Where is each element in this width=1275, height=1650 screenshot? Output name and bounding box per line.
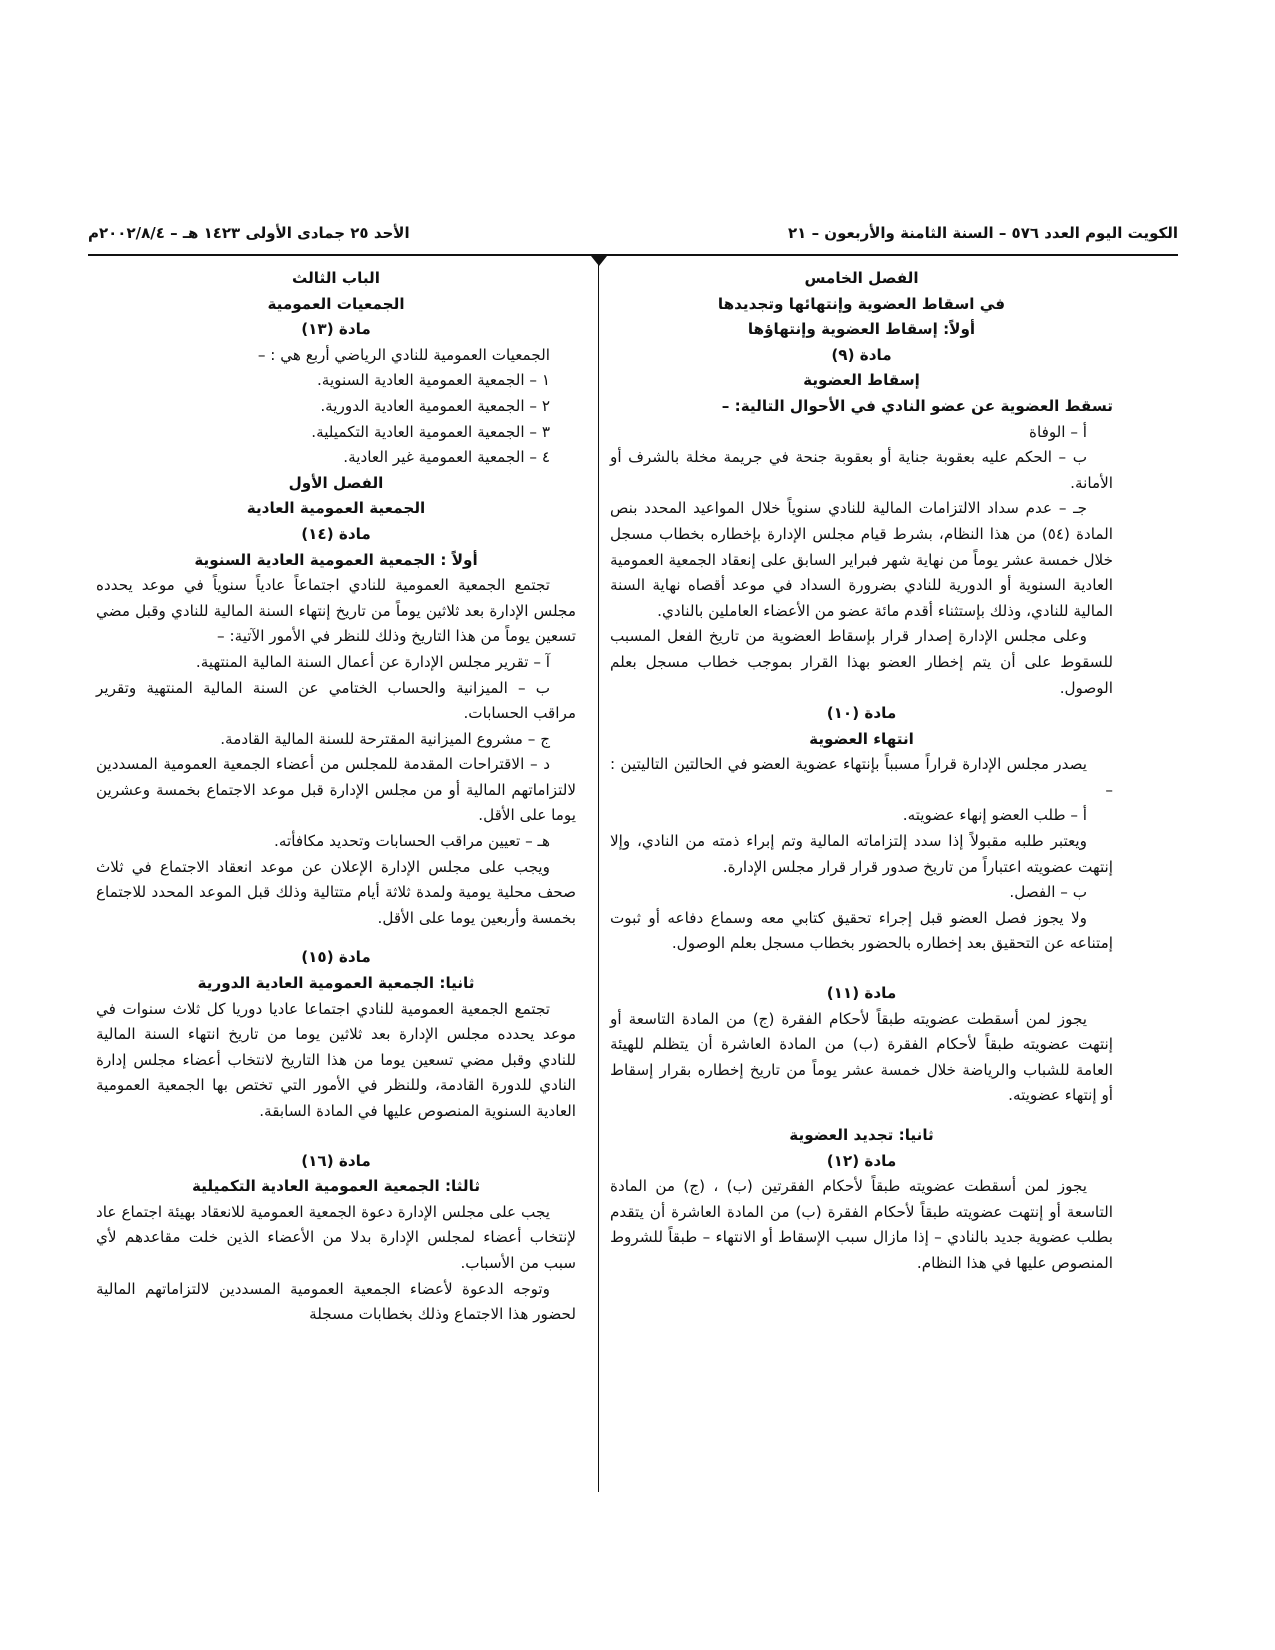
article-13-item: ٢ – الجمعية العمومية العادية الدورية. <box>320 396 550 415</box>
article-13-lead: الجمعيات العمومية للنادي الرياضي أربع هي : – <box>257 345 550 364</box>
article-13-item: ٤ – الجمعية العمومية غير العادية. <box>343 448 550 467</box>
article-16-title: مادة (١٦) <box>301 1151 371 1170</box>
article-15-paragraph: تجتمع الجمعية العمومية للنادي اجتماعا عاديا دوريا كل ثلاث سنوات في موعد يحدده مجلس الإدارة بعد ثلاثين يوما من تاريخ انتهاء السنة المالية للنادي وقبل مضي تسعين يوما من هذا التاريخ لانتخاب أعضاء مجلس إدارة النادي للدورة القادمة، وللنظر في الأمور التي تختص بها الجمعية العمومية العادية السنوية المنصوص عليها في المادة السابقة. <box>96 999 576 1120</box>
article-10-paragraph-1: ويعتبر طلبه مقبولاً إذا سدد إلتزاماته المالية وتم إبراء ذمته من النادي، وإلا إنتهت عضويته اعتباراً من تاريخ صدور قرار قرار مجلس الإدارة. <box>610 832 1113 876</box>
article-9-lead: تسقط العضوية عن عضو النادي في الأحوال التالية: – <box>721 396 1113 415</box>
article-10-subtitle: انتهاء العضوية <box>809 729 914 748</box>
page-header <box>88 220 1178 256</box>
article-14-subtitle: أولاً : الجمعية العمومية العادية السنوية <box>194 550 478 569</box>
column-divider <box>598 262 599 1492</box>
article-14-paragraph-1: تجتمع الجمعية العمومية للنادي اجتماعاً عادياً سنوياً في موعد يحدده مجلس الإدارة بعد ثلاثين يوماً من تاريخ إنتهاء السنة المالية للنادي وقبل مضي تسعين يوماً من هذا التاريخ وذلك للنظر في الأمور الآتية: – <box>96 576 576 646</box>
article-14-item-a: آ – تقرير مجلس الإدارة عن أعمال السنة المالية المنتهية. <box>195 652 550 671</box>
article-10-title: مادة (١٠) <box>826 704 897 723</box>
article-11-paragraph: يجوز لمن أسقطت عضويته طبقاً لأحكام الفقرة (ج) من المادة التاسعة أو إنتهت عضويته طبقاً لأحكام الفقرة (ب) من المادة العاشرة أن يتظلم للهيئة العامة للشباب والرياضة خلال خمسة عشر يوماً من تاريخ إخطاره بقرار إسقاط أو إنتهاء عضويته. <box>610 1009 1113 1105</box>
left-column <box>96 266 576 1328</box>
part-title: الجمعيات العمومية <box>267 294 405 313</box>
right-column <box>610 266 1113 1277</box>
article-15-title: مادة (١٥) <box>301 948 371 967</box>
column-divider-arrow <box>591 256 607 266</box>
article-12-title: مادة (١٢) <box>826 1151 897 1170</box>
article-9-item-c: جـ – عدم سداد الالتزامات المالية للنادي سنوياً خلال المواعيد المحدد بنص المادة (٥٤) من هذا النظام، بشرط قيام مجلس الإدارة بإخطاره بخطاب مسجل خلال خمسة عشر يوماً من نهاية شهر فبراير السابق على إنعقاد الجمعية العمومية العادية السنوية أو الدورية للنادي بضرورة السداد في موعد أقصاه نهاية السنة المالية للنادي، وذلك بإستثناء أقدم مائة عضو من الأعضاء العاملين بالنادي. <box>610 499 1113 620</box>
article-10-item-b: ب – الفصل. <box>1009 883 1087 902</box>
chapter-1-title: الجمعية العمومية العادية <box>246 499 426 518</box>
article-15-subtitle: ثانيا: الجمعية العمومية العادية الدورية <box>197 974 475 993</box>
article-14-item-e: هـ – تعيين مراقب الحسابات وتحديد مكافأته. <box>274 832 550 851</box>
article-10-paragraph-2: ولا يجوز فصل العضو قبل إجراء تحقيق كتابي معه وسماع دفاعه أو ثبوت إمتناعه عن التحقيق بعد إخطاره بالحضور بخطاب مسجل بعلم الوصول. <box>610 908 1113 953</box>
article-10-lead: يصدر مجلس الإدارة قراراً مسبباً بإنتهاء عضوية العضو في الحالتين التاليتين : – <box>610 755 1113 799</box>
article-10-item-a: أ – طلب العضو إنهاء عضويته. <box>902 806 1087 825</box>
article-14-title: مادة (١٤) <box>301 524 371 543</box>
article-9-title: مادة (٩) <box>831 345 892 364</box>
article-16-subtitle: ثالثا: الجمعية العمومية العادية التكميلية <box>191 1177 481 1196</box>
article-9-subtitle: إسقاط العضوية <box>803 371 920 390</box>
article-14-item-b: ب – الميزانية والحساب الختامي عن السنة المالية المنتهية وتقرير مراقب الحسابات. <box>96 678 576 723</box>
article-13-item: ١ – الجمعية العمومية العادية السنوية. <box>316 371 550 390</box>
article-12-paragraph: يجوز لمن أسقطت عضويته طبقاً لأحكام الفقرتين (ب) ، (ج) من المادة التاسعة أو إنتهت عضويته طبقاً لأحكام الفقرة (ب) من المادة العاشرة أن يتقدم بطلب عضوية جديد بالنادي – إذا مازال سبب الإسقاط أو الانتهاء – طبقاً للشروط المنصوص عليها في هذا النظام. <box>610 1177 1113 1272</box>
article-13-item: ٣ – الجمعية العمومية العادية التكميلية. <box>311 422 550 441</box>
article-14-item-d: د – الاقتراحات المقدمة للمجلس من أعضاء الجمعية العمومية المسددين لالتزاماتهم المالية أو من مجلس الإدارة قبل موعد الاجتماع بخمسة وعشرين يوما على الأقل. <box>96 755 576 825</box>
article-9-paragraph: وعلى مجلس الإدارة إصدار قرار بإسقاط العضوية من تاريخ الفعل المسبب للسقوط على أن يتم إخطار العضو بهذا القرار بموجب خطاب مسجل بعلم الوصول. <box>610 627 1113 697</box>
header-date: الأحد ٢٥ جمادى الأولى ١٤٢٣ هـ – ٢٠٠٢/٨/٤م <box>88 224 410 242</box>
chapter-heading: الفصل الخامس <box>804 269 919 287</box>
article-11-title: مادة (١١) <box>826 984 897 1003</box>
article-9-item-b: ب – الحكم عليه بعقوبة جناية أو بعقوبة جنحة في جريمة مخلة بالشرف أو الأمانة. <box>610 448 1113 492</box>
article-14-item-c: ج – مشروع الميزانية المقترحة للسنة المالية القادمة. <box>220 729 550 748</box>
section-heading: أولاً: إسقاط العضوية وإنتهاؤها <box>747 320 976 339</box>
article-16-paragraph-1: يجب على مجلس الإدارة دعوة الجمعية العمومية للانعقاد بهيئة اجتماع عاد لإنتخاب أعضاء لمجلس الإدارة بدلا من الأعضاء الذين خلت مقاعدهم لأي سبب من الأسباب. <box>96 1202 576 1272</box>
article-14-paragraph-2: ويجب على مجلس الإدارة الإعلان عن موعد انعقاد الاجتماع في ثلاث صحف محلية يومية ولمدة ثلاثة أيام متتالية وذلك قبل الموعد المحدد للاجتماع بخمسة وأربعين يوما على الأقل. <box>96 857 576 927</box>
chapter-title: في اسقاط العضوية وإنتهائها وتجديدها <box>717 294 1006 313</box>
article-9-item-a: أ – الوفاة <box>1028 422 1087 441</box>
header-issue-info: الكويت اليوم العدد ٥٧٦ – السنة الثامنة والأربعون – ٢١ <box>788 224 1178 242</box>
chapter-1-heading: الفصل الأول <box>288 473 384 492</box>
article-13-title: مادة (١٣) <box>301 320 371 339</box>
article-16-paragraph-2: وتوجه الدعوة لأعضاء الجمعية العمومية المسددين لالتزاماتهم المالية لحضور هذا الاجتماع وذلك بخطابات مسجلة <box>96 1279 576 1324</box>
section-2-heading: ثانيا: تجديد العضوية <box>789 1126 934 1144</box>
part-heading: الباب الثالث <box>292 269 380 287</box>
